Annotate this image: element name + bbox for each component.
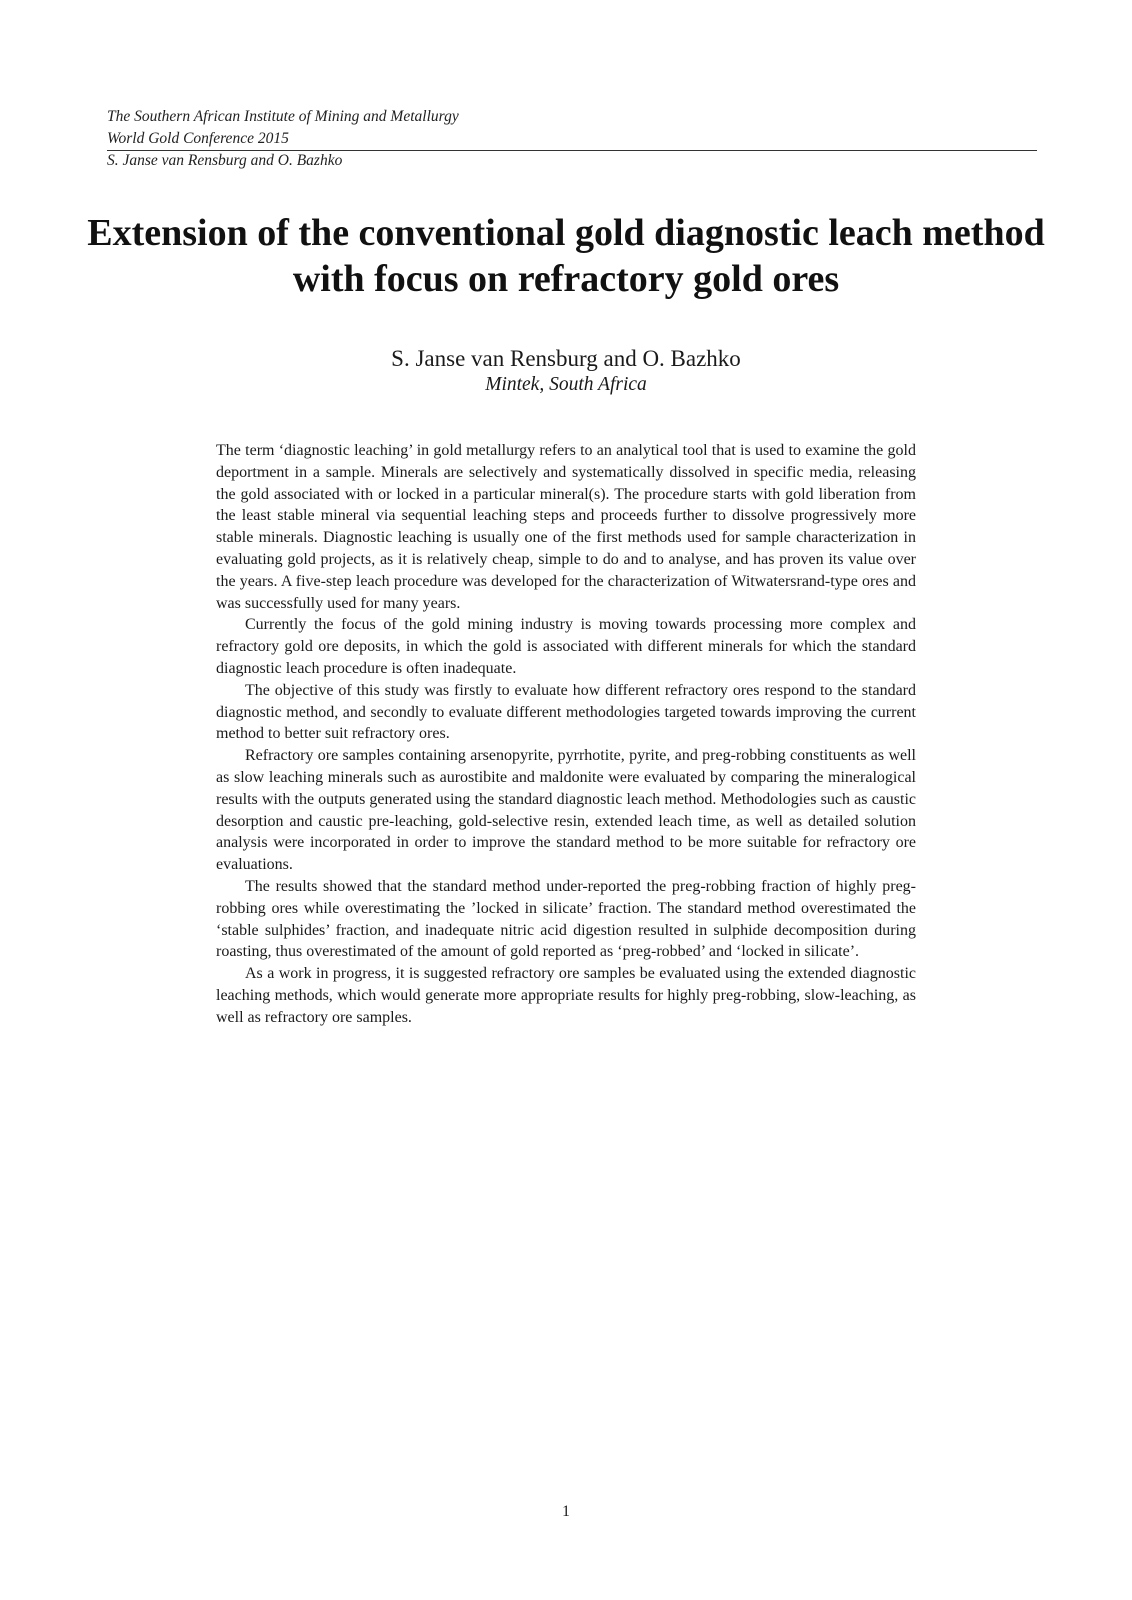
header-rule bbox=[107, 150, 1037, 151]
header-institute: The Southern African Institute of Mining and Metallurgy bbox=[107, 108, 459, 125]
running-header bbox=[107, 106, 1037, 172]
header-authors: S. Janse van Rensburg and O. Bazhko bbox=[107, 152, 343, 169]
paper-title: Extension of the conventional gold diagnostic leach method with focus on refractory gold ores bbox=[87, 212, 1045, 300]
abstract-paragraph: Refractory ore samples containing arsenopyrite, pyrrhotite, pyrite, and preg-robbing constituents as well as slow leaching minerals such as aurostibite and maldonite were evaluated by comparing the mineralogical results with the outputs generated using the standard diagnostic leach method. Methodologies such as caustic desorption and caustic pre-leaching, gold-selective resin, extended leach time, as well as detailed solution analysis were incorporated in order to improve the standard method to be more suitable for refractory ore evaluations. bbox=[216, 747, 916, 874]
paper-affiliation: Mintek, South Africa bbox=[485, 374, 647, 395]
abstract bbox=[216, 440, 916, 1029]
paper-authors: S. Janse van Rensburg and O. Bazhko bbox=[391, 346, 741, 371]
abstract-paragraph: The objective of this study was firstly to evaluate how different refractory ores respond to the standard diagnostic method, and secondly to evaluate different methodologies targeted towards improving the current method to better suit refractory ores. bbox=[216, 681, 916, 743]
abstract-paragraph: The results showed that the standard method under-reported the preg-robbing fraction of highly preg-robbing ores while overestimating the ’locked in silicate’ fraction. The standard method overestimated the ‘stable sulphides’ fraction, and inadequate nitric acid digestion resulted in sulphide decomposition during roasting, thus overestimated of the amount of gold reported as ‘preg-robbed’ and ‘locked in silicate’. bbox=[216, 877, 916, 961]
header-conference: World Gold Conference 2015 bbox=[107, 130, 289, 147]
abstract-paragraph: As a work in progress, it is suggested refractory ore samples be evaluated using the extended diagnostic leaching methods, which would generate more appropriate results for highly preg-robbing, slow-leaching, as well as refractory ore samples. bbox=[216, 965, 916, 1026]
abstract-paragraph: Currently the focus of the gold mining industry is moving towards processing more complex and refractory gold ore deposits, in which the gold is associated with different minerals for which the standard diagnostic leach procedure is often inadequate. bbox=[216, 616, 916, 677]
page-number: 1 bbox=[562, 1503, 570, 1520]
abstract-paragraph: The term ‘diagnostic leaching’ in gold metallurgy refers to an analytical tool that is used to examine the gold deportment in a sample. Minerals are selectively and systematically dissolved in specific media, releasing the gold associated with or locked in a particular mineral(s). The procedure starts with gold liberation from the least stable mineral via sequential leaching steps and proceeds further to dissolve progressively more stable minerals. Diagnostic leaching is usually one of the first methods used for sample characterization in evaluating gold projects, as it is relatively cheap, simple to do and to analyse, and has proven its value over the years. A five-step leach procedure was developed for the characterization of Witwatersrand-type ores and was successfully used for many years. bbox=[216, 442, 916, 612]
